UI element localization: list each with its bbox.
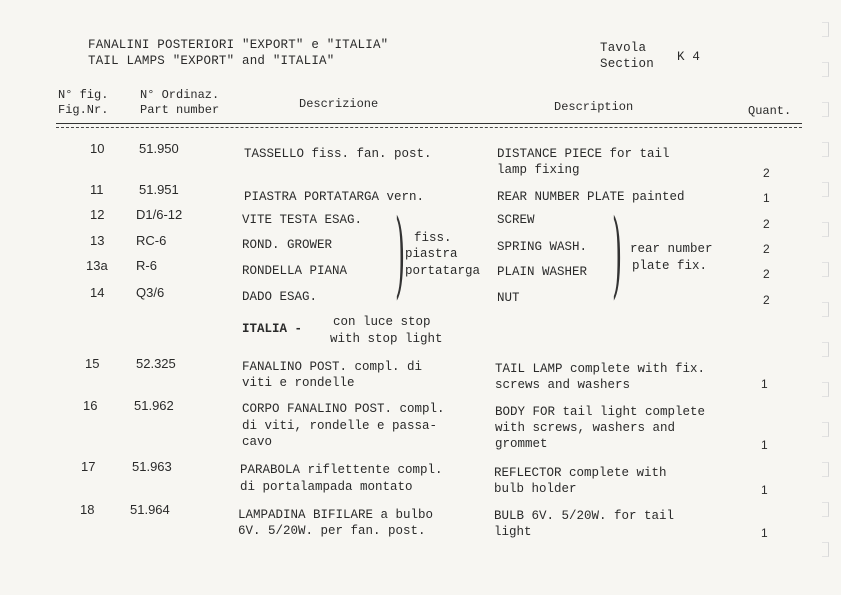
part-51951: 51.951 (139, 182, 179, 197)
fig-14: 14 (90, 285, 105, 300)
desc-it-15b: viti e rondelle (242, 376, 355, 390)
italia-line1: con luce stop (333, 315, 431, 329)
part-r-6: R-6 (136, 258, 157, 273)
col-qty: Quant. (748, 104, 792, 118)
header-rule (56, 123, 802, 124)
col-part-en: Part number (140, 103, 220, 117)
desc-en-10a: DISTANCE PIECE for tail (497, 147, 670, 161)
qty-13: 2 (763, 242, 770, 256)
desc-it-10: TASSELLO fiss. fan. post. (244, 147, 432, 161)
desc-en-16c: grommet (495, 437, 548, 451)
desc-en-17b: bulb holder (494, 482, 577, 496)
col-desc-it: Descrizione (299, 97, 379, 111)
group-note-it-2: piastra (405, 247, 458, 261)
qty-14: 2 (763, 293, 770, 307)
desc-en-15a: TAIL LAMP complete with fix. (495, 362, 706, 376)
binder-mark (822, 102, 829, 117)
part-51962: 51.962 (134, 398, 174, 413)
part-52325: 52.325 (136, 356, 176, 371)
binder-mark (822, 542, 829, 557)
desc-en-16a: BODY FOR tail light complete (495, 405, 706, 419)
tavola-label: Tavola (600, 41, 647, 55)
section-code: K 4 (677, 50, 701, 64)
desc-en-14: NUT (497, 291, 520, 305)
fig-17: 17 (81, 459, 96, 474)
binder-mark (822, 182, 829, 197)
binder-mark (822, 302, 829, 317)
part-51964: 51.964 (130, 502, 170, 517)
desc-it-13a: RONDELLA PIANA (242, 264, 348, 278)
fig-15: 15 (85, 356, 100, 371)
desc-it-11: PIASTRA PORTATARGA vern. (244, 190, 425, 204)
part-q3-6: Q3/6 (136, 285, 165, 300)
desc-it-13: ROND. GROWER (242, 238, 333, 252)
desc-it-18a: LAMPADINA BIFILARE a bulbo (238, 508, 434, 522)
desc-en-15b: screws and washers (495, 378, 631, 392)
binder-mark (822, 262, 829, 277)
part-rc-6: RC-6 (136, 233, 167, 248)
binder-mark (822, 382, 829, 397)
col-fig-it: N° fig. (58, 88, 109, 102)
group-note-en-2: plate fix. (632, 259, 708, 273)
desc-en-11: REAR NUMBER PLATE painted (497, 190, 685, 204)
binder-mark (822, 502, 829, 517)
title-italian: FANALINI POSTERIORI "EXPORT" e "ITALIA" (88, 38, 389, 52)
qty-15: 1 (761, 377, 768, 391)
binder-mark (822, 22, 829, 37)
qty-16: 1 (761, 438, 768, 452)
section-label: Section (600, 57, 654, 71)
qty-10: 2 (763, 166, 770, 180)
binder-mark (822, 342, 829, 357)
qty-13a: 2 (763, 267, 770, 281)
brace-it-left: ) (395, 203, 406, 311)
desc-it-12: VITE TESTA ESAG. (242, 213, 363, 227)
qty-12: 2 (763, 217, 770, 231)
qty-18: 1 (761, 526, 768, 540)
header-dash-rule (56, 127, 802, 128)
col-desc-en: Description (554, 100, 634, 114)
binder-mark (822, 462, 829, 477)
fig-11: 11 (90, 182, 104, 197)
desc-en-13a: PLAIN WASHER (497, 265, 588, 279)
fig-12: 12 (90, 207, 105, 222)
desc-it-16a: CORPO FANALINO POST. compl. (242, 402, 445, 416)
binder-mark (822, 142, 829, 157)
fig-13a: 13a (86, 258, 108, 273)
fig-16: 16 (83, 398, 98, 413)
part-51950: 51.950 (139, 141, 179, 156)
desc-en-12: SCREW (497, 213, 535, 227)
desc-en-10b: lamp fixing (497, 163, 580, 177)
desc-it-18b: 6V. 5/20W. per fan. post. (238, 524, 426, 538)
fig-18: 18 (80, 502, 95, 517)
desc-en-18a: BULB 6V. 5/20W. for tail (494, 509, 675, 523)
group-note-it-1: fiss. (414, 231, 452, 245)
desc-it-16b: di viti, rondelle e passa- (242, 419, 438, 433)
binder-mark (822, 62, 829, 77)
italia-line2: with stop light (330, 332, 443, 346)
part-d1-6-12: D1/6-12 (136, 207, 183, 222)
desc-it-17a: PARABOLA riflettente compl. (240, 463, 443, 477)
qty-17: 1 (761, 483, 768, 497)
binder-mark (822, 422, 829, 437)
fig-13: 13 (90, 233, 105, 248)
italia-label: ITALIA - (242, 322, 303, 336)
group-note-en-1: rear number (630, 242, 713, 256)
group-note-it-3: portatarga (405, 264, 481, 278)
fig-10: 10 (90, 141, 105, 156)
desc-it-17b: di portalampada montato (240, 480, 413, 494)
title-english: TAIL LAMPS "EXPORT" and "ITALIA" (88, 54, 335, 68)
desc-it-15a: FANALINO POST. compl. di (242, 360, 423, 374)
part-51963: 51.963 (132, 459, 172, 474)
binder-mark (822, 222, 829, 237)
desc-it-16c: cavo (242, 435, 273, 449)
desc-en-18b: light (494, 525, 532, 539)
desc-en-16b: with screws, washers and (495, 421, 676, 435)
qty-11: 1 (763, 191, 770, 205)
col-part-it: N° Ordinaz. (140, 88, 220, 102)
col-fig-en: Fig.Nr. (58, 103, 109, 117)
brace-en-right: ) (612, 203, 623, 311)
desc-en-17a: REFLECTOR complete with (494, 466, 667, 480)
desc-it-14: DADO ESAG. (242, 290, 318, 304)
desc-en-13: SPRING WASH. (497, 240, 588, 254)
